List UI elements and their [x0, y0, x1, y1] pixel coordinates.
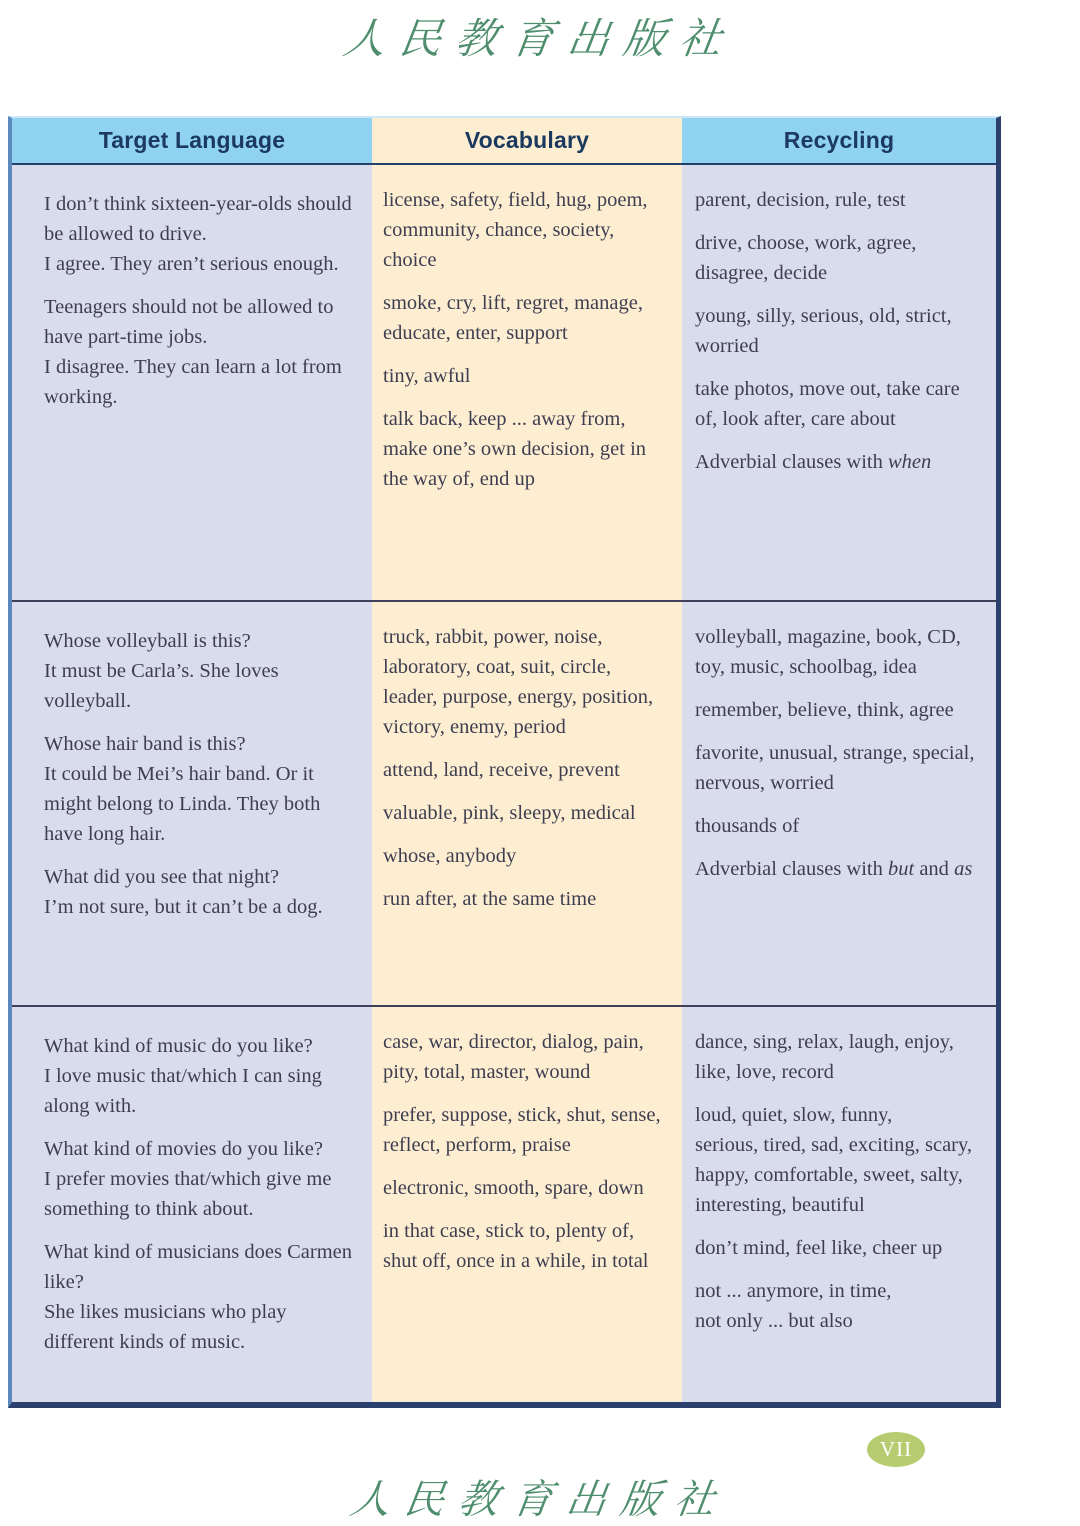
- table-cell-vocabulary: [372, 165, 682, 600]
- text-line: What did you see that night?: [44, 866, 280, 888]
- text-line: What kind of movies do you like?: [44, 1138, 323, 1160]
- table-cell-vocabulary: [372, 1007, 682, 1402]
- paragraph: [695, 1276, 982, 1336]
- text-line: dance, sing, relax, laugh, enjoy, like, love, record: [695, 1031, 954, 1083]
- text-line: What kind of music do you like?: [44, 1035, 313, 1057]
- text-line: Adverbial clauses with but and as: [695, 858, 973, 880]
- text-line: Whose volleyball is this?: [44, 630, 251, 652]
- publisher-logo-top: 人民教育出版社: [340, 14, 740, 63]
- paragraph: [383, 1173, 668, 1203]
- text-line: It could be Mei’s hair band. Or it might belong to Linda. They both have long hair.: [44, 763, 321, 845]
- paragraph: [695, 185, 982, 215]
- text-line: case, war, director, dialog, pain, pity, total, master, wound: [383, 1031, 644, 1083]
- text-line: attend, land, receive, prevent: [383, 759, 620, 781]
- unit-overview-table: [8, 116, 1001, 1408]
- text-line: I love music that/which I can sing along with.: [44, 1065, 322, 1117]
- text-line: I prefer movies that/which give me something to think about.: [44, 1168, 332, 1220]
- text-line: loud, quiet, slow, funny,: [695, 1104, 893, 1126]
- text-line: tiny, awful: [383, 365, 471, 387]
- table-cell-target-language: [12, 602, 372, 1005]
- table-cell-vocabulary: [372, 602, 682, 1005]
- paragraph: [383, 288, 668, 348]
- text-line: whose, anybody: [383, 845, 517, 867]
- text-line: run after, at the same time: [383, 888, 597, 910]
- paragraph: [44, 626, 358, 716]
- paragraph: [383, 798, 668, 828]
- text-line: I don’t think sixteen-year-olds should be allowed to drive.: [44, 193, 352, 245]
- paragraph: [695, 447, 982, 477]
- paragraph: [383, 185, 668, 275]
- paragraph: [695, 1233, 982, 1263]
- paragraph: [695, 854, 982, 884]
- text-line: I disagree. They can learn a lot from working.: [44, 356, 342, 408]
- unit-table-body: [12, 165, 996, 1402]
- paragraph: [383, 884, 668, 914]
- table-row: [12, 1005, 996, 1402]
- paragraph: [383, 841, 668, 871]
- text-line: not ... anymore, in time,: [695, 1280, 892, 1302]
- paragraph: [383, 755, 668, 785]
- text-line: I’m not sure, but it can’t be a dog.: [44, 896, 323, 918]
- text-line: Adverbial clauses with when: [695, 451, 932, 473]
- text-line: She likes musicians who play different kinds of music.: [44, 1301, 287, 1353]
- text-line: not only ... but also: [695, 1310, 853, 1332]
- table-cell-recycling: [682, 165, 996, 600]
- page-number-badge: VII: [867, 1432, 925, 1467]
- paragraph: [44, 1134, 358, 1224]
- text-line: prefer, suppose, stick, shut, sense, reflect, perform, praise: [383, 1104, 661, 1156]
- table-cell-target-language: [12, 165, 372, 600]
- text-line: valuable, pink, sleepy, medical: [383, 802, 636, 824]
- text-line: favorite, unusual, strange, special, nervous, worried: [695, 742, 975, 794]
- table-cell-target-language: [12, 1007, 372, 1402]
- text-line: don’t mind, feel like, cheer up: [695, 1237, 943, 1259]
- paragraph: [44, 189, 358, 279]
- paragraph: [695, 228, 982, 288]
- paragraph: [44, 729, 358, 849]
- text-line: license, safety, field, hug, poem, community, chance, society, choice: [383, 189, 648, 271]
- paragraph: [695, 622, 982, 682]
- paragraph: [383, 1216, 668, 1276]
- text-line: talk back, keep ... away from, make one’s own decision, get in the way of, end up: [383, 408, 647, 490]
- table-cell-recycling: [682, 1007, 996, 1402]
- header-cell-vocabulary: Vocabulary: [372, 118, 682, 163]
- table-row: [12, 600, 996, 1005]
- paragraph: [383, 1100, 668, 1160]
- text-line: take photos, move out, take care of, look after, care about: [695, 378, 960, 430]
- paragraph: [695, 1027, 982, 1087]
- text-line: drive, choose, work, agree, disagree, decide: [695, 232, 917, 284]
- text-line: remember, believe, think, agree: [695, 699, 954, 721]
- text-line: Whose hair band is this?: [44, 733, 246, 755]
- paragraph: [695, 374, 982, 434]
- text-line: What kind of musicians does Carmen like?: [44, 1241, 353, 1293]
- text-line: parent, decision, rule, test: [695, 189, 906, 211]
- publisher-logo-bottom: 人民教育出版社: [347, 1477, 732, 1523]
- text-line: smoke, cry, lift, regret, manage, educate, enter, support: [383, 292, 643, 344]
- text-line: I agree. They aren’t serious enough.: [44, 253, 339, 275]
- paragraph: [695, 811, 982, 841]
- paragraph: [383, 1027, 668, 1087]
- paragraph: [695, 695, 982, 725]
- paragraph: [44, 1031, 358, 1121]
- text-line: young, silly, serious, old, strict, worried: [695, 305, 952, 357]
- paragraph: [383, 622, 668, 742]
- text-line: It must be Carla’s. She loves volleyball.: [44, 660, 279, 712]
- paragraph: [44, 1237, 358, 1357]
- table-row: [12, 165, 996, 600]
- text-line: Teenagers should not be allowed to have part-time jobs.: [44, 296, 334, 348]
- text-line: volleyball, magazine, book, CD, toy, music, schoolbag, idea: [695, 626, 961, 678]
- text-line: in that case, stick to, plenty of, shut off, once in a while, in total: [383, 1220, 649, 1272]
- table-header-row: [12, 118, 996, 165]
- text-line: truck, rabbit, power, noise, laboratory, coat, suit, circle, leader, purpose, energy, position, victory, enemy, period: [383, 626, 654, 738]
- paragraph: [695, 301, 982, 361]
- text-line: serious, tired, sad, exciting, scary, happy, comfortable, sweet, salty, interesting, beautiful: [695, 1134, 973, 1216]
- paragraph: [383, 404, 668, 494]
- header-cell-target-language: Target Language: [12, 118, 372, 163]
- table-cell-recycling: [682, 602, 996, 1005]
- text-line: electronic, smooth, spare, down: [383, 1177, 644, 1199]
- paragraph: [383, 361, 668, 391]
- paragraph: [44, 292, 358, 412]
- paragraph: [695, 1100, 982, 1220]
- paragraph: [695, 738, 982, 798]
- text-line: thousands of: [695, 815, 800, 837]
- header-cell-recycling: Recycling: [682, 118, 996, 163]
- paragraph: [44, 862, 358, 922]
